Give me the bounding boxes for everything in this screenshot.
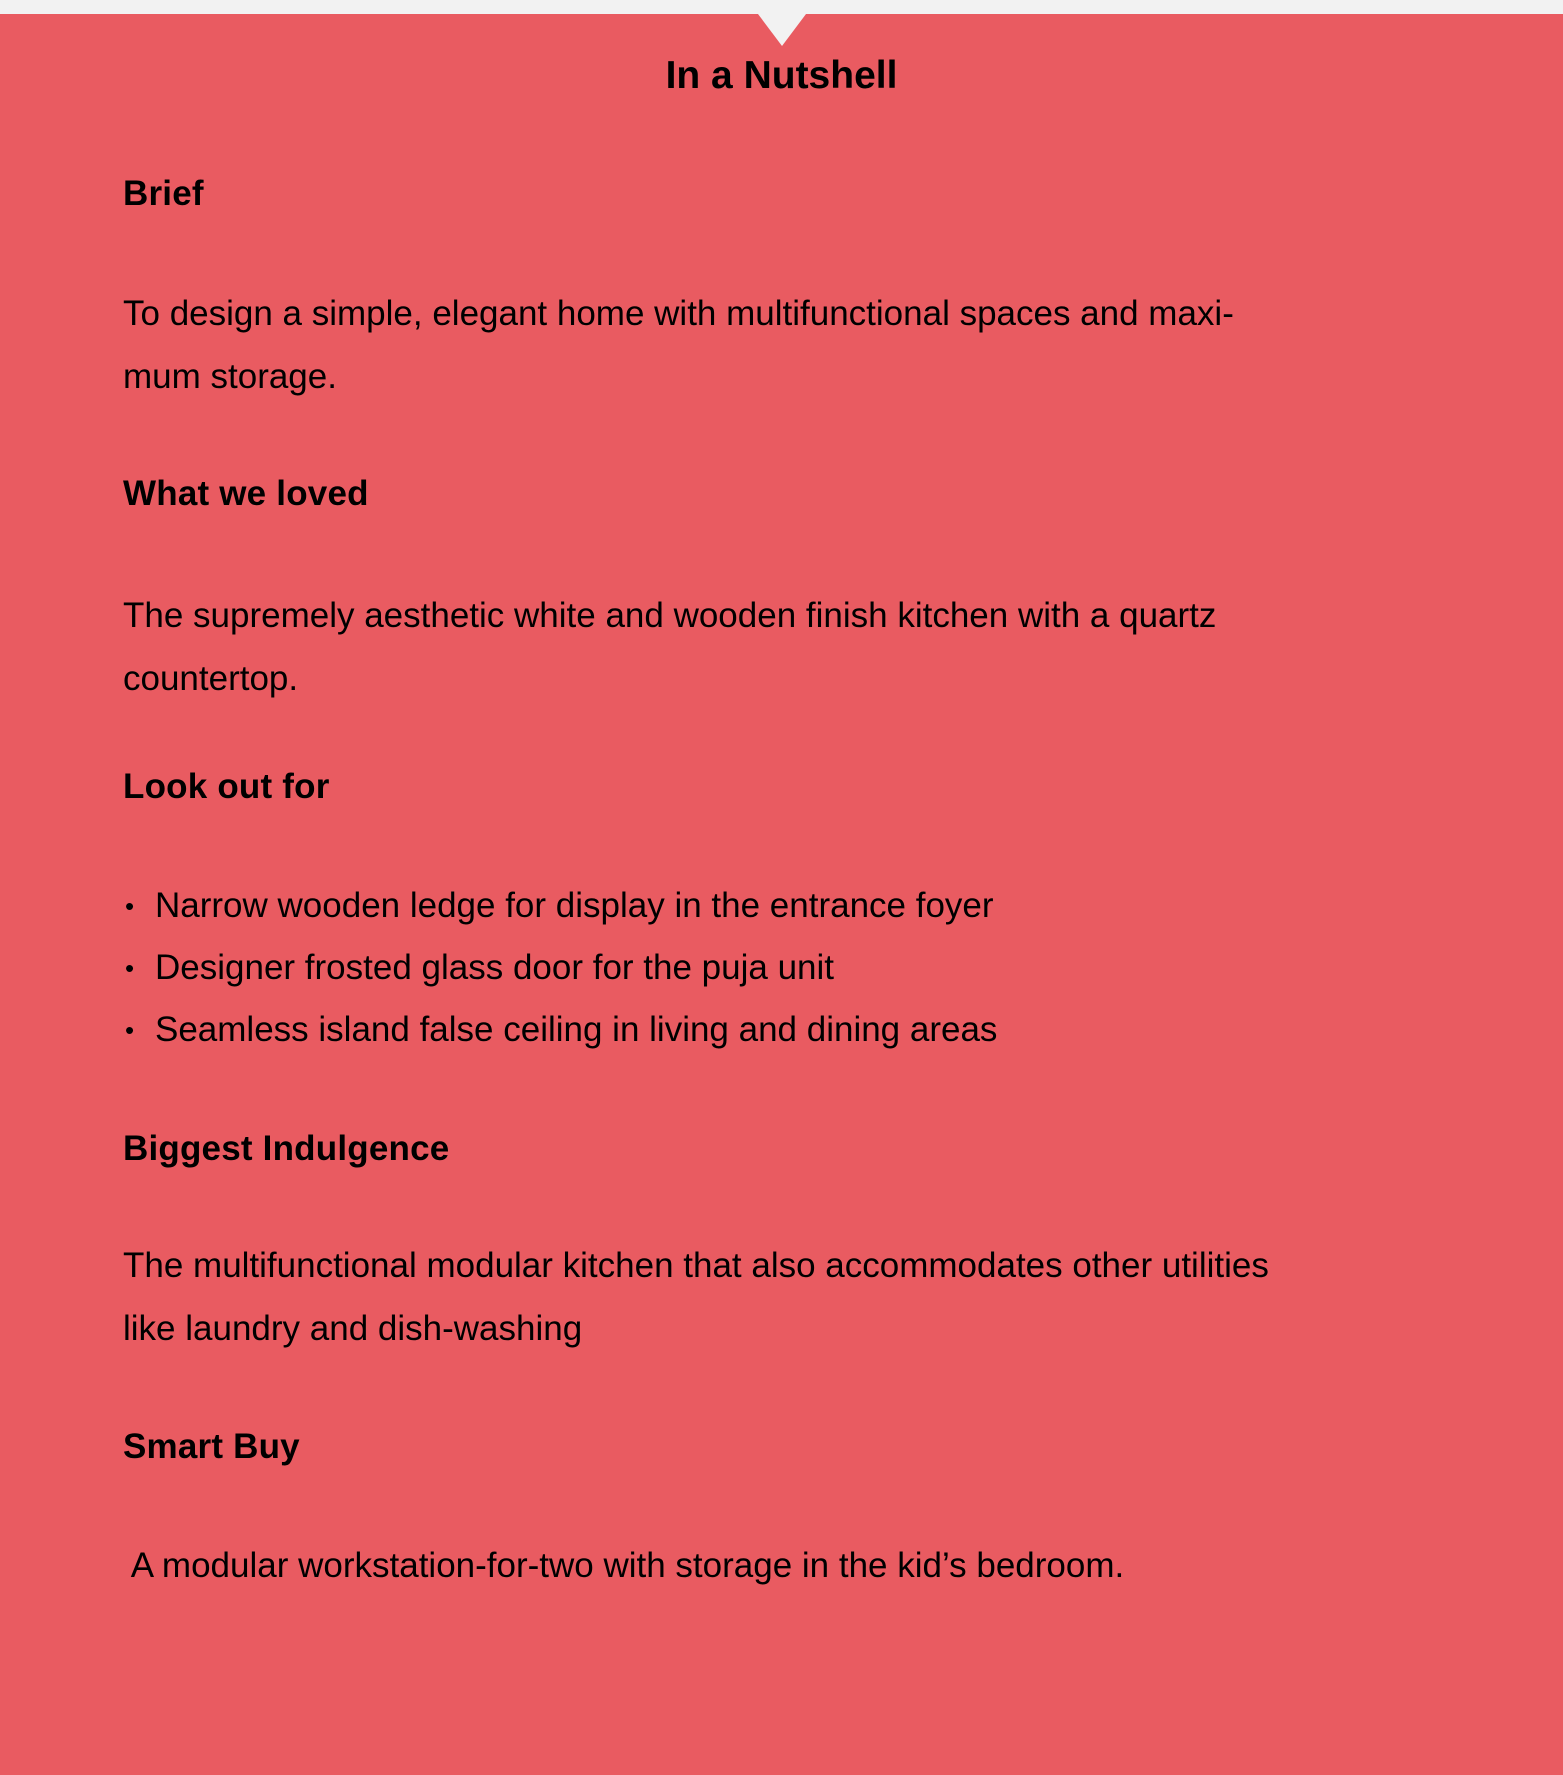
brief-text: [123, 282, 1493, 408]
bullet-icon: •: [125, 1015, 135, 1045]
loved-text: [123, 584, 1493, 710]
loved-heading: What we loved: [123, 474, 369, 513]
list-item: [123, 937, 997, 999]
indulgence-heading: Biggest Indulgence: [123, 1129, 450, 1168]
list-item: [123, 999, 997, 1061]
indulgence-text-line-2: like laundry and dish-washing: [123, 1309, 583, 1348]
bullet-icon: •: [125, 953, 135, 983]
list-item-text: Designer frosted glass door for the puja unit: [155, 948, 834, 987]
brief-text-line-2: mum storage.: [123, 357, 337, 396]
list-item: [123, 875, 997, 937]
indulgence-text-line-1: The multifunctional modular kitchen that also accommodates other utilities: [123, 1246, 1269, 1285]
loved-text-line-1: The supremely aesthetic white and wooden finish kitchen with a quartz: [123, 596, 1217, 635]
brief-heading: Brief: [123, 174, 204, 213]
pointer-notch: [758, 14, 806, 46]
indulgence-text: [123, 1234, 1493, 1360]
list-item-text: Narrow wooden ledge for display in the entrance foyer: [155, 886, 994, 925]
smart-buy-text: A modular workstation-for-two with storage in the kid’s bedroom.: [123, 1546, 1125, 1585]
bullet-icon: •: [125, 891, 135, 921]
loved-text-line-2: countertop.: [123, 659, 299, 698]
card-title: In a Nutshell: [665, 54, 898, 97]
brief-text-line-1: To design a simple, elegant home with multifunctional spaces and maxi-: [123, 294, 1234, 333]
smart-buy-heading: Smart Buy: [123, 1427, 300, 1466]
lookout-list: [123, 875, 997, 1061]
list-item-text: Seamless island false ceiling in living and dining areas: [155, 1010, 998, 1049]
lookout-heading: Look out for: [123, 767, 330, 806]
